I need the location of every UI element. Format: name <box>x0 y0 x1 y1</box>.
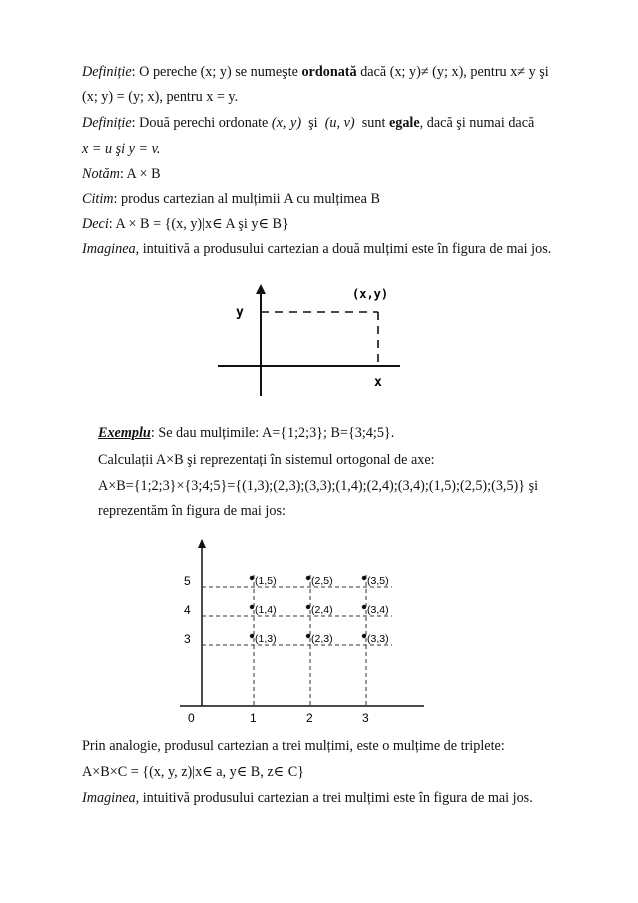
pair-xy: (x, y) <box>271 115 302 131</box>
point-dot <box>306 576 310 580</box>
definition-2-line-1 <box>82 115 534 131</box>
x-tick-label: 3 <box>362 711 369 725</box>
definition-text: sunt <box>358 115 389 131</box>
image-text: intuitivă produsului cartezian a trei mulțimi este în figura de mai jos. <box>139 790 533 806</box>
x-label: x <box>374 375 382 390</box>
point-dot <box>362 576 366 580</box>
definition-text: , dacă şi numai dacă <box>419 115 535 131</box>
calc-line: Calculații A×B şi reprezentați în sistemul ortogonal de axe: <box>98 452 435 468</box>
example-text: : Se dau mulțimile: A={1;2;3}; B={3;4;5}. <box>150 425 395 441</box>
example-grid-figure <box>176 536 426 726</box>
point-dot <box>250 634 254 638</box>
point-label: (x,y) <box>352 287 389 301</box>
represent-line: reprezentăm în figura de mai jos: <box>98 503 286 519</box>
definition-2-line-2: x = u şi y = v. <box>82 141 161 157</box>
point-label: (2,4) <box>311 604 333 616</box>
bold-term: egale <box>388 115 420 131</box>
reading-text: : produs cartezian al mulțimii A cu mulțimea B <box>113 191 380 207</box>
dashed-grid <box>202 575 392 706</box>
therefore-label: Deci <box>82 216 109 232</box>
definition-label: Definiție <box>82 64 132 80</box>
y-label: y <box>236 305 244 320</box>
point-dot <box>362 634 366 638</box>
therefore-text: : A × B = {(x, y)|x∈ A şi y∈ B} <box>108 216 289 232</box>
definition-label: Definiție <box>82 115 132 131</box>
example-label: Exemplu <box>98 425 151 441</box>
image-intro-line <box>82 241 551 257</box>
image-2-line <box>82 790 533 806</box>
y-axis-arrow <box>198 539 206 548</box>
definition-text: : O pereche (x; y) se numeşte <box>131 64 302 80</box>
point-label: (1,5) <box>255 575 277 587</box>
point-dot <box>306 634 310 638</box>
point-dot <box>250 576 254 580</box>
point-label: (1,4) <box>255 604 277 616</box>
x-tick-label: 1 <box>250 711 257 725</box>
points <box>250 575 389 645</box>
cartesian-pair-figure <box>212 280 402 398</box>
notation-line <box>82 166 161 182</box>
definition-1-line-2: (x; y) = (y; x), pentru x = y. <box>82 89 239 105</box>
notation-text: : A × B <box>119 166 161 182</box>
product-line: A×B={1;2;3}×{3;4;5}={(1,3);(2,3);(3,3);(1,4);(2,4);(3,4);(1,5);(2,5);(3,5)} şi <box>98 478 539 494</box>
y-tick-label: 5 <box>184 574 191 588</box>
pair-uv: (u, v) <box>324 115 355 131</box>
point-dot <box>362 605 366 609</box>
therefore-line <box>82 216 289 232</box>
definition-text: : Două perechi ordonate <box>131 115 272 131</box>
point-dot <box>306 605 310 609</box>
point-label: (1,3) <box>255 633 277 645</box>
point-label: (3,4) <box>367 604 389 616</box>
x-tick-label: 2 <box>306 711 313 725</box>
point-dot <box>250 605 254 609</box>
definition-1-line-1 <box>82 64 549 80</box>
point-label: (3,5) <box>367 575 389 587</box>
y-tick-label: 3 <box>184 632 191 646</box>
origin-label: 0 <box>188 711 195 725</box>
analogy-line: Prin analogie, produsul cartezian a trei mulțimi, este o mulțime de triplete: <box>82 738 505 754</box>
reading-label: Citim <box>82 191 114 207</box>
example-line <box>98 425 394 441</box>
y-axis-arrow <box>256 284 266 294</box>
point-label: (3,3) <box>367 633 389 645</box>
bold-term: ordonată <box>301 64 357 80</box>
definition-text: dacă (x; y)≠ (y; x), pentru x≠ y şi <box>356 64 549 80</box>
image-label: Imaginea, <box>82 790 140 806</box>
triple-product-line: A×B×C = {(x, y, z)|x∈ a, y∈ B, z∈ C} <box>82 764 304 780</box>
notation-label: Notăm <box>82 166 120 182</box>
tick-labels <box>184 574 369 725</box>
point-label: (2,3) <box>311 633 333 645</box>
conjunction: şi <box>308 115 318 131</box>
image-text: , intuitivă a produsului cartezian a două mulțimi este în figura de mai jos. <box>135 241 552 257</box>
reading-line <box>82 191 380 207</box>
point-label: (2,5) <box>311 575 333 587</box>
y-tick-label: 4 <box>184 603 191 617</box>
image-label: Imaginea <box>82 241 136 257</box>
